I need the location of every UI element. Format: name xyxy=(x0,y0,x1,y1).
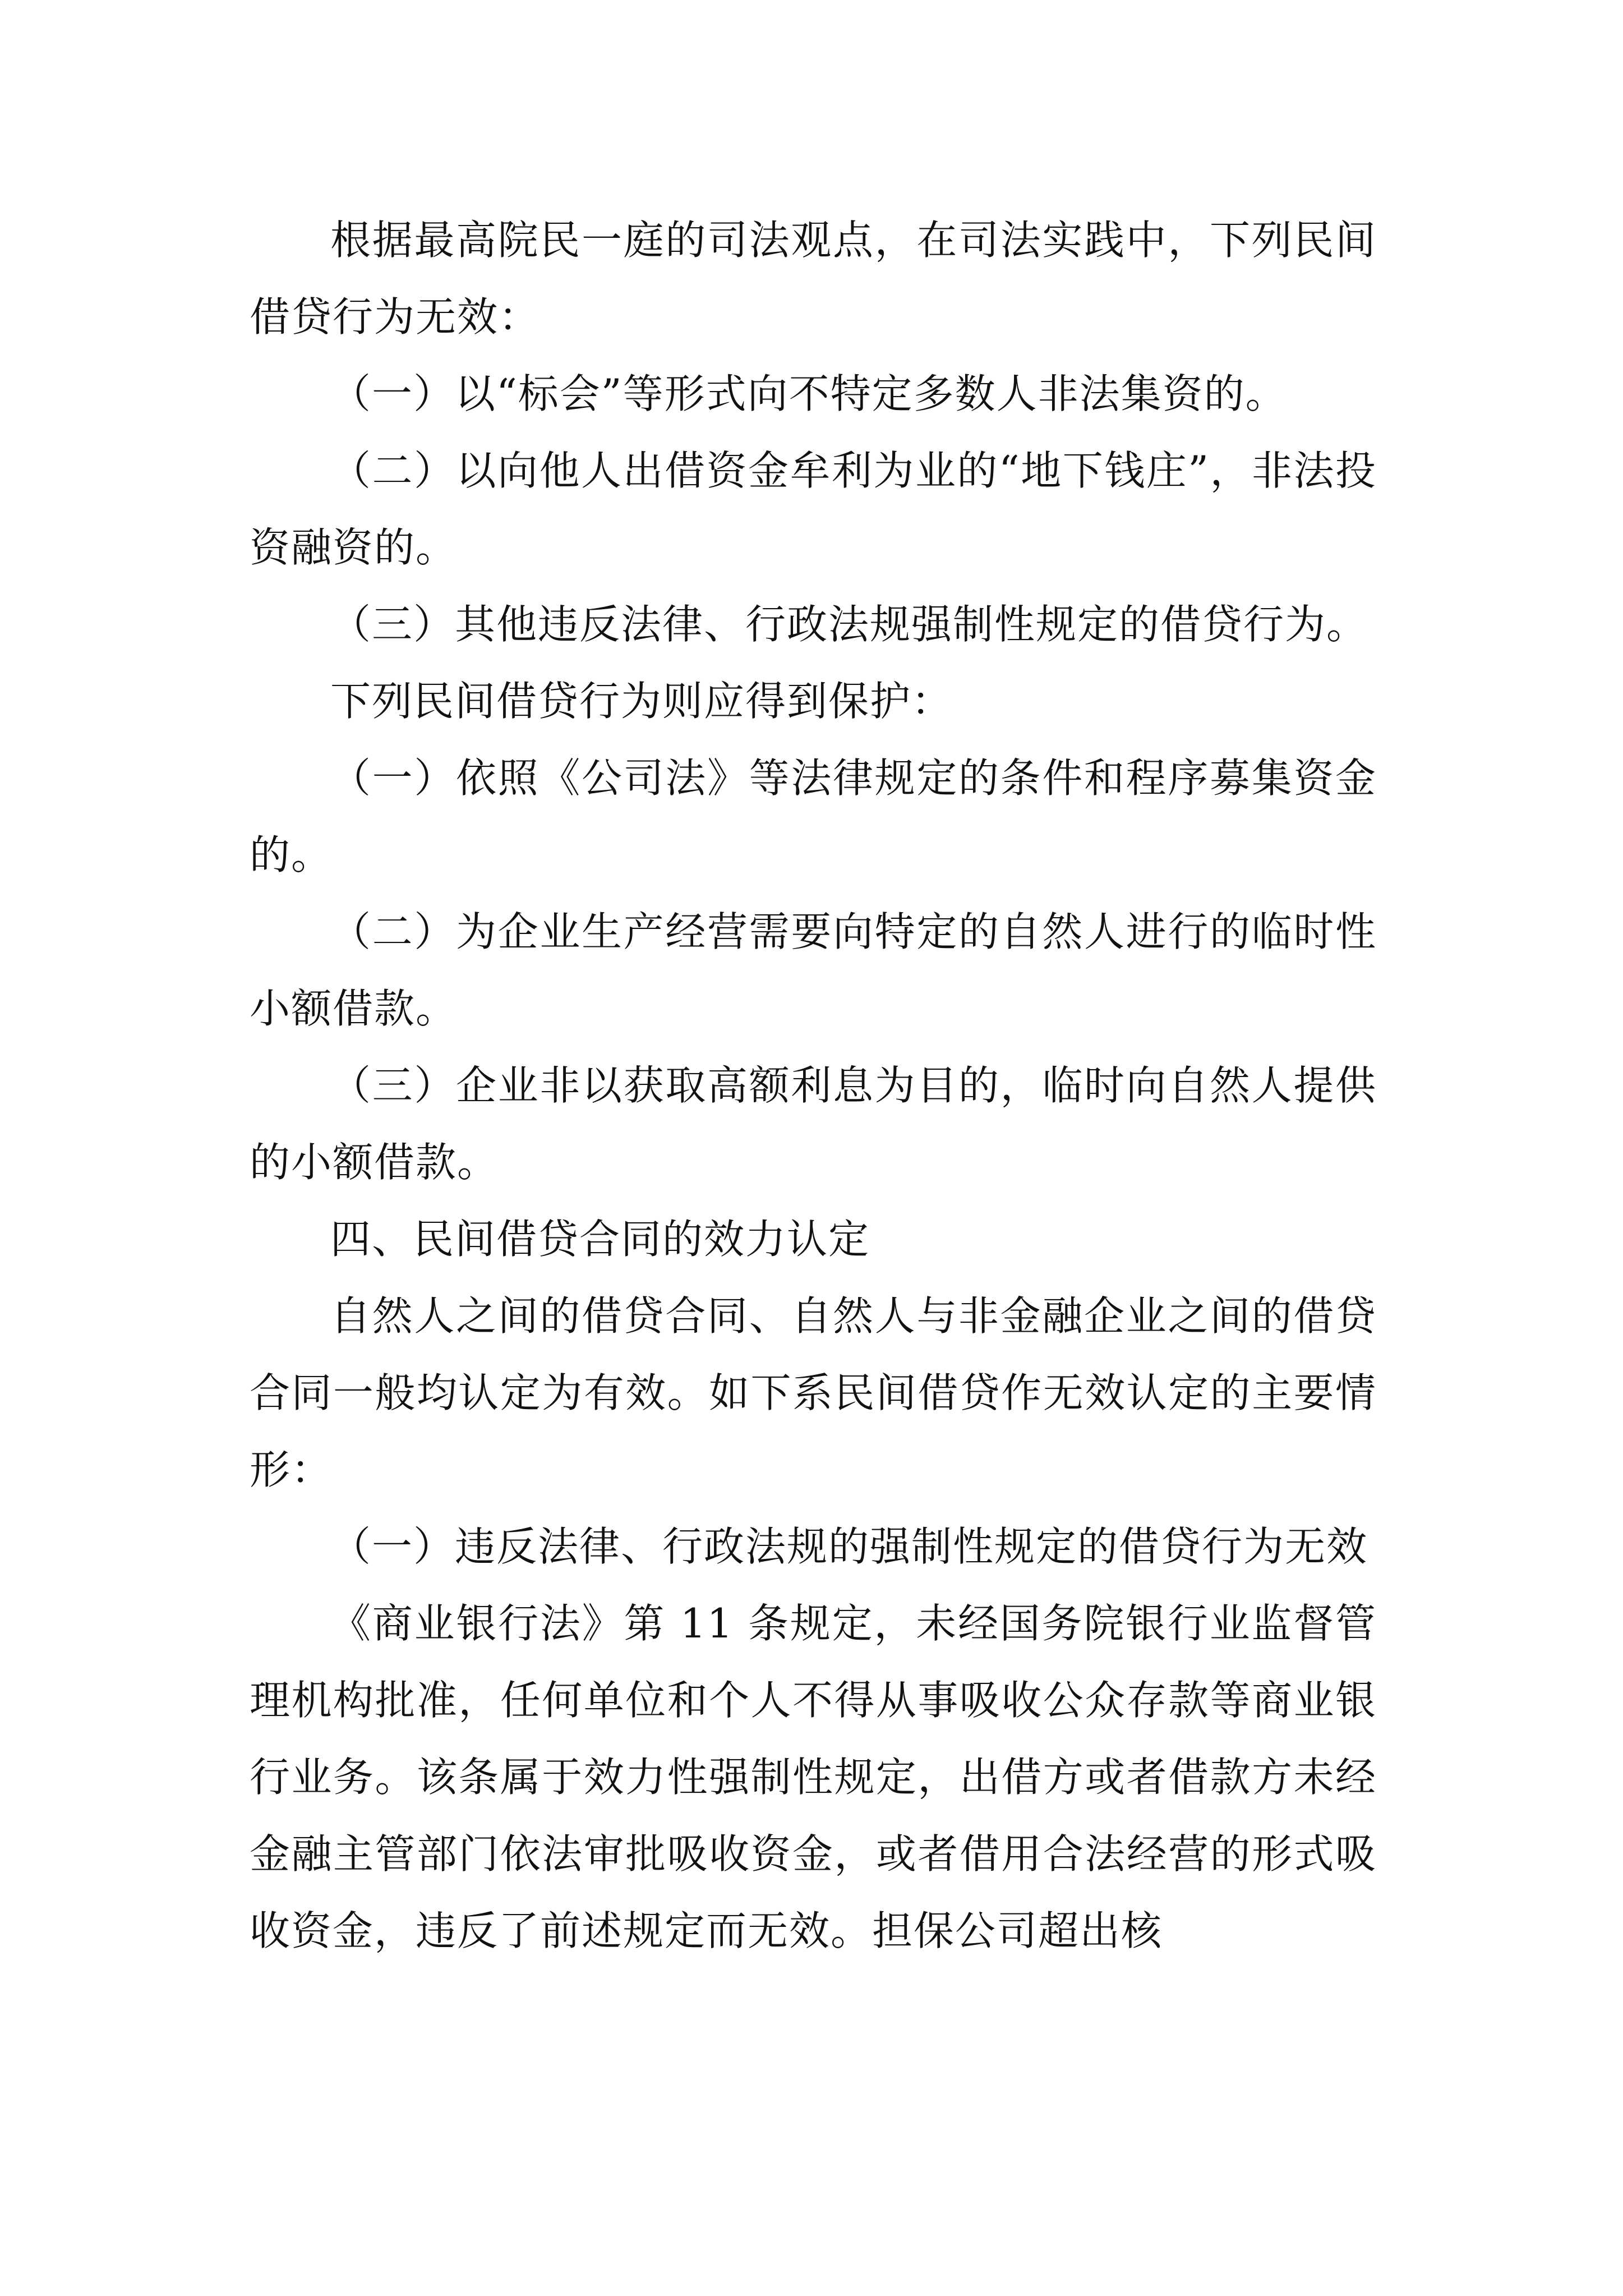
paragraph-validity-intro: 自然人之间的借贷合同、自然人与非金融企业之间的借贷合同一般均认定为有效。如下系民间借贷作无效认定的主要情形： xyxy=(250,1292,1377,1493)
paragraph-protected-item-3: （三）企业非以获取高额利息为目的，临时向自然人提供的小额借款。 xyxy=(250,1062,1377,1186)
section-heading: 四、民间借贷合同的效力认定 xyxy=(330,1216,870,1263)
paragraph-invalid-item-1: （一）以“标会”等形式向不特定多数人非法集资的。 xyxy=(330,370,1287,417)
paragraph-invalid-item-2: （二）以向他人出借资金牟利为业的“地下钱庄”，非法投资融资的。 xyxy=(250,447,1377,571)
paragraph-invalid-case-1: （一）违反法律、行政法规的强制性规定的借贷行为无效 xyxy=(330,1523,1368,1570)
paragraph-protected-intro: 下列民间借贷行为则应得到保护： xyxy=(330,678,953,725)
paragraph-intro: 根据最高院民一庭的司法观点，在司法实践中，下列民间借贷行为无效： xyxy=(250,217,1377,341)
paragraph-invalid-item-3: （三）其他违反法律、行政法规强制性规定的借贷行为。 xyxy=(330,601,1368,648)
paragraph-protected-item-2: （二）为企业生产经营需要向特定的自然人进行的临时性小额借款。 xyxy=(250,908,1377,1032)
paragraph-protected-item-1: （一）依照《公司法》等法律规定的条件和程序募集资金的。 xyxy=(250,754,1377,878)
document-body xyxy=(250,202,1377,1970)
paragraph-banking-law: 《商业银行法》第 11 条规定，未经国务院银行业监督管理机构批准，任何单位和个人不得从事吸收公众存款等商业银行业务。该条属于效力性强制性规定，出借方或者借款方未经金融主管部门依法审批吸收资金，或者借用合法经营的形式吸收资金，违反了前述规定而无效。担保公司超出核 xyxy=(250,1600,1377,1954)
